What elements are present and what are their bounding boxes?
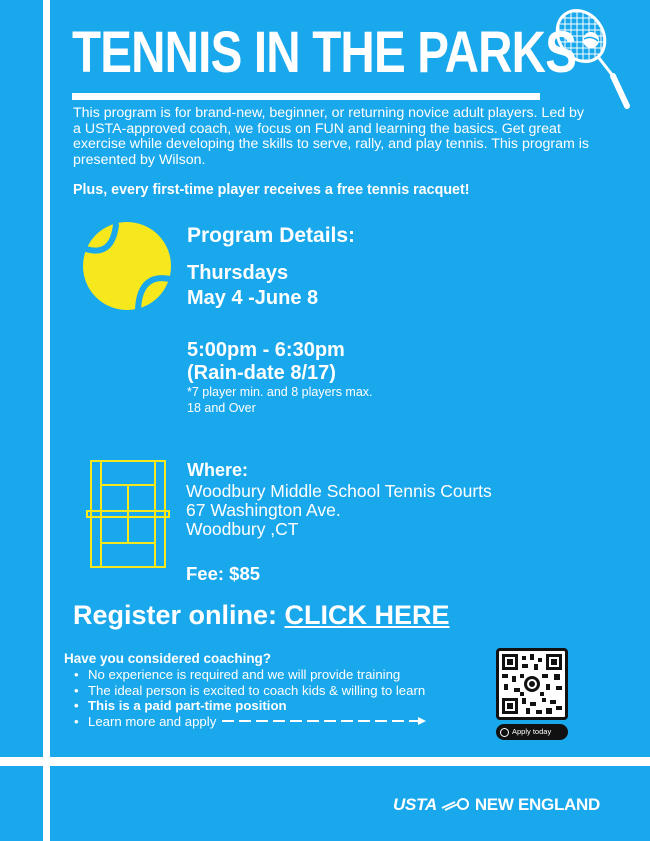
qr-code-pattern bbox=[502, 654, 562, 714]
qr-code[interactable] bbox=[496, 648, 568, 720]
program-details-heading: Program Details: bbox=[187, 224, 356, 247]
coaching-list bbox=[74, 667, 428, 730]
location-name: Woodbury Middle School Tennis Courts bbox=[186, 481, 492, 501]
court-line-bottom bbox=[0, 757, 650, 766]
free-racquet-note: Plus, every first-time player receives a free tennis racquet! bbox=[73, 182, 470, 198]
phone-icon bbox=[500, 728, 509, 737]
register-link[interactable]: CLICK HERE bbox=[284, 600, 450, 630]
age-requirement: 18 and Over bbox=[187, 401, 256, 415]
location-city: Woodbury ,CT bbox=[186, 519, 299, 539]
location-street: 67 Washington Ave. bbox=[186, 500, 341, 520]
title-underline bbox=[72, 93, 540, 100]
coaching-question: Have you considered coaching? bbox=[64, 651, 272, 666]
apply-today-button[interactable] bbox=[496, 724, 568, 740]
page-title: TENNIS IN THE PARKS bbox=[72, 20, 577, 85]
register-line bbox=[73, 598, 450, 632]
list-item-apply bbox=[74, 714, 428, 730]
usta-new-england-logo bbox=[393, 793, 600, 817]
player-limits: *7 player min. and 8 players max. bbox=[187, 385, 373, 399]
register-label: Register online: bbox=[73, 600, 285, 630]
tennis-court-icon bbox=[85, 459, 171, 569]
intro-text: This program is for brand-new, beginner, or returning novice adult players. Led by a USTA-approved coach, we focus on FUN and learning the basics. Get great exercise while developing the skills to serve, rally, and play tennis. This program is presented by Wilson. bbox=[73, 105, 589, 168]
list-item: • No experience is required and we will provide training bbox=[74, 667, 428, 683]
court-line-left bbox=[43, 0, 50, 841]
apply-today-label: Apply today bbox=[512, 727, 552, 736]
tennis-racquet-icon bbox=[553, 6, 633, 112]
region-name: NEW ENGLAND bbox=[474, 795, 600, 814]
list-item: • This is a paid part-time position bbox=[74, 698, 428, 714]
apply-label: Learn more and apply bbox=[88, 713, 217, 729]
program-time: 5:00pm - 6:30pm bbox=[187, 339, 345, 361]
usta-wordmark: USTA bbox=[393, 795, 437, 814]
fee: Fee: $85 bbox=[186, 563, 261, 584]
list-item: • The ideal person is excited to coach kids & willing to learn bbox=[74, 683, 428, 699]
program-day: Thursdays bbox=[187, 262, 289, 284]
program-dates: May 4 -June 8 bbox=[187, 287, 319, 309]
arrow-right-icon bbox=[222, 714, 428, 730]
tennis-ball-icon bbox=[82, 221, 172, 311]
where-heading: Where: bbox=[187, 460, 249, 480]
rain-date: (Rain-date 8/17) bbox=[187, 362, 336, 384]
usta-swoosh-icon bbox=[441, 798, 471, 812]
